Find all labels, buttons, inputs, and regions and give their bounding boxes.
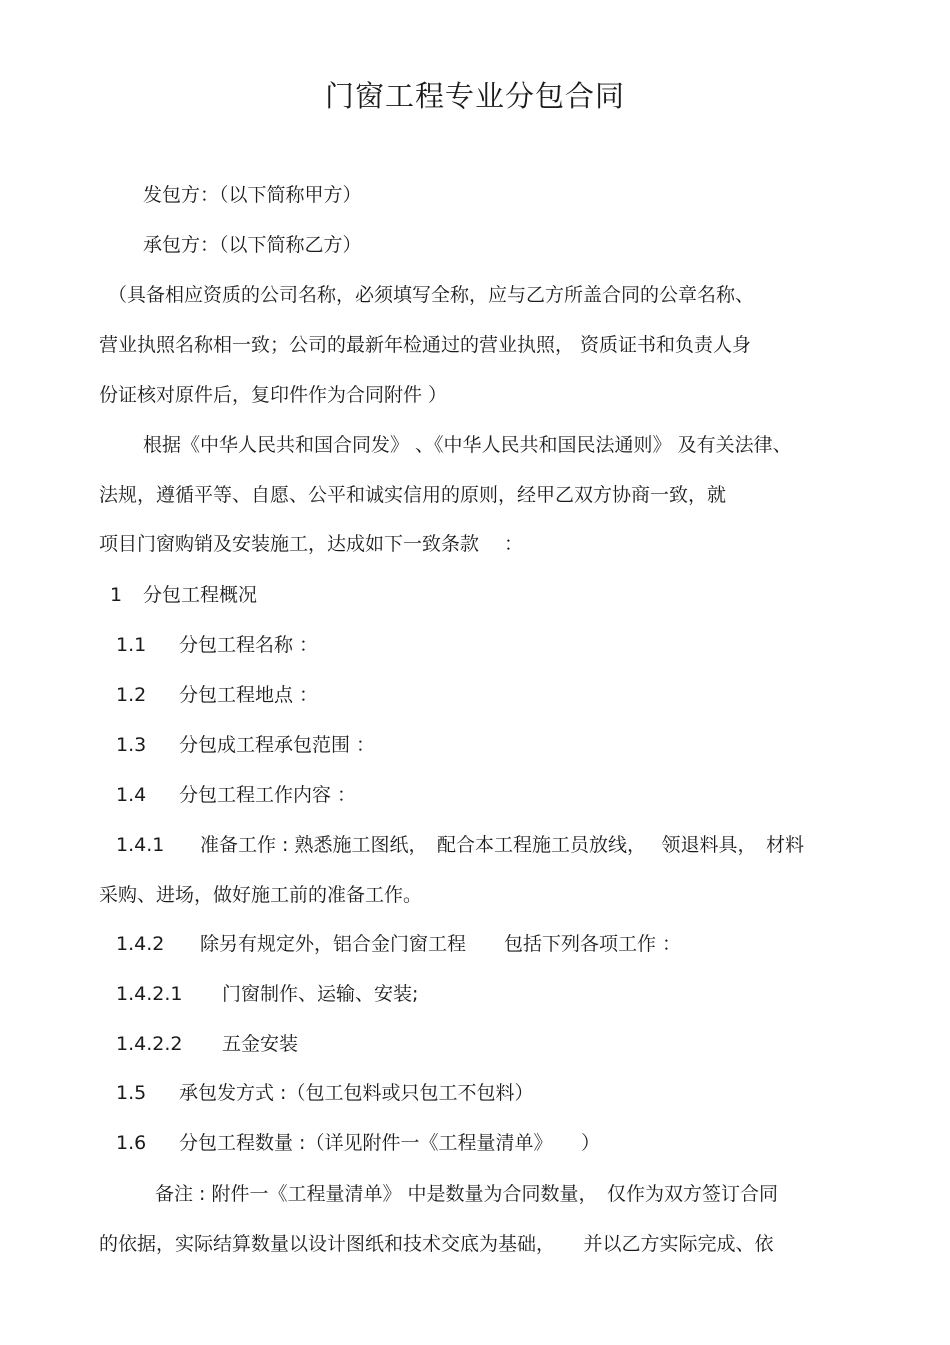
section-text: 分包工程数量 :（详见附件一《工程量清单》 ）: [179, 1132, 600, 1154]
section-number: 1.1: [116, 634, 147, 656]
qualification-note-line-1: （具备相应资质的公司名称，必须填写全称，应与乙方所盖合同的公章名称、: [108, 284, 755, 306]
section-heading: 分包工程概况: [143, 584, 258, 606]
section-number: 1.5: [116, 1082, 147, 1104]
section-text: 分包工程工作内容 ：: [179, 784, 357, 806]
preamble-line-3: 项目门窗购销及安装施工，达成如下一致条款 ：: [99, 533, 524, 555]
section-text: 分包工程名称 ：: [179, 634, 319, 656]
section-number: 1.2: [116, 684, 147, 706]
party-a-line: 发包方：（以下简称甲方）: [143, 184, 362, 206]
section-text-continuation: 采购、进场，做好施工前的准备工作。: [99, 884, 423, 906]
section-text: 除另有规定外，铝合金门窗工程 包括下列各项工作 ：: [200, 933, 682, 955]
preamble-line-1: 根据《中华人民共和国合同发》 、《中华人民共和国民法通则》 及有关法律、: [143, 434, 792, 456]
party-b-line: 承包方：（以下简称乙方）: [143, 234, 362, 256]
section-text: 门窗制作、运输、安装;: [222, 983, 419, 1005]
preamble-line-2: 法规，遵循平等、自愿、公平和诚实信用的原则，经甲乙双方协商一致，就: [99, 484, 727, 506]
section-text: 分包成工程承包范围 ：: [179, 734, 376, 756]
section-number: 1.4.1: [116, 834, 165, 856]
section-text: 五金安装: [222, 1033, 299, 1055]
section-text: 准备工作 : 熟悉施工图纸， 配合本工程施工员放线， 领退料具， 材料: [200, 834, 805, 856]
section-number: 1.4.2.1: [116, 983, 183, 1005]
section-text: 分包工程地点 ：: [179, 684, 319, 706]
section-text: 承包发方式 :（包工包料或只包工不包料）: [179, 1082, 534, 1104]
remark-line-2: 的依据，实际结算数量以设计图纸和技术交底为基础， 并以乙方实际完成、依: [99, 1233, 774, 1255]
section-number: 1.4.2.2: [116, 1033, 183, 1055]
section-number: 1.6: [116, 1132, 147, 1154]
section-number: 1.4.2: [116, 933, 165, 955]
section-number: 1.3: [116, 734, 147, 756]
qualification-note-line-3: 份证核对原件后，复印件作为合同附件 ）: [99, 384, 448, 406]
section-number: 1.4: [116, 784, 147, 806]
remark-line-1: 备注 : 附件一《工程量清单》 中是数量为合同数量， 仅作为双方签订合同: [155, 1183, 779, 1205]
section-number: 1: [110, 584, 123, 606]
qualification-note-line-2: 营业执照名称相一致；公司的最新年检通过的营业执照， 资质证书和负责人身: [99, 334, 752, 356]
document-title: 门窗工程专业分包合同: [324, 79, 625, 113]
